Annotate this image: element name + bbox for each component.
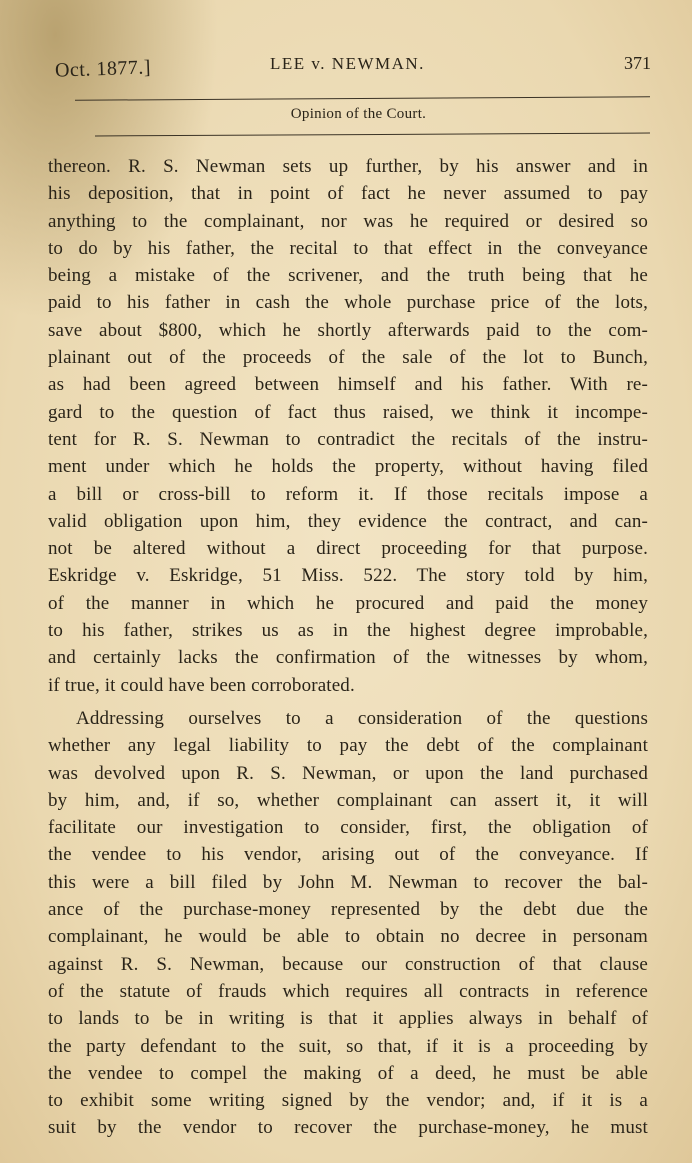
text-line: plainant out of the proceeds of the sale of the lot to Bunch,	[48, 347, 648, 369]
text-line: to exhibit some writing signed by the vendor; and, if it is a	[48, 1090, 648, 1112]
text-line: not be altered without a direct proceeding for that purpose.	[48, 538, 648, 560]
header-date: Oct. 1877.]	[54, 56, 152, 82]
text-line: to do by his father, the recital to that effect in the conveyance	[48, 237, 648, 259]
text-line: gard to the question of fact thus raised, we think it incompe-	[48, 401, 648, 423]
text-line: and certainly lacks the confirmation of the witnesses by whom,	[48, 647, 648, 669]
text-line: being a mistake of the scrivener, and the truth being that he	[48, 265, 648, 287]
text-line: valid obligation upon him, they evidence the contract, and can-	[48, 510, 648, 532]
text-line: a bill or cross-bill to reform it. If those recitals impose a	[48, 483, 648, 505]
page-number: 371	[624, 53, 651, 73]
text-line: suit by the vendor to recover the purchase-money, he must	[48, 1117, 648, 1139]
section-subheading: Opinion of the Court.	[290, 106, 427, 122]
text-line: by him, and, if so, whether complainant can assert it, it will	[48, 789, 648, 811]
text-line: complainant, he would be able to obtain no decree in personam	[48, 926, 648, 948]
body-text	[48, 153, 648, 1142]
text-line: against R. S. Newman, because our construction of that clause	[48, 953, 648, 975]
text-line: as had been agreed between himself and his father. With re-	[48, 374, 648, 396]
text-line: thereon. R. S. Newman sets up further, by his answer and in	[48, 156, 648, 177]
text-line: ment under which he holds the property, without having filed	[48, 456, 648, 478]
text-line: tent for R. S. Newman to contradict the recitals of the instru-	[48, 428, 648, 450]
text-line: save about $800, which he shortly afterwards paid to the com-	[48, 319, 648, 341]
text-line: Addressing ourselves to a consideration of the questions	[76, 707, 648, 729]
text-line: the party defendant to the suit, so that, if it is a proceeding by	[48, 1035, 648, 1057]
text-line: was devolved upon R. S. Newman, or upon the land purchased	[48, 762, 648, 784]
text-line: the vendee to his vendor, arising out of the conveyance. If	[48, 844, 648, 866]
text-line: Eskridge v. Eskridge, 51 Miss. 522. The story told by him,	[48, 565, 648, 587]
header-rule	[75, 96, 650, 101]
text-line: of the statute of frauds which requires all contracts in reference	[48, 980, 648, 1002]
text-line: to lands to be in writing is that it applies always in behalf of	[48, 1008, 648, 1030]
header-case-title: LEE v. NEWMAN.	[270, 54, 425, 73]
text-line: this were a bill filed by John M. Newman to recover the bal-	[48, 871, 648, 893]
text-line: whether any legal liability to pay the debt of the complainant	[48, 735, 648, 757]
text-line: anything to the complainant, nor was he required or desired so	[48, 210, 648, 232]
text-line: paid to his father in cash the whole purchase price of the lots,	[48, 292, 648, 314]
text-line: of the manner in which he procured and paid the money	[48, 592, 648, 614]
text-line: ance of the purchase-money represented by the debt due the	[48, 899, 648, 921]
text-line: to his father, strikes us as in the highest degree improbable,	[48, 620, 648, 642]
text-line: his deposition, that in point of fact he never assumed to pay	[48, 183, 648, 205]
running-header	[55, 48, 655, 82]
subheading-rule	[95, 133, 650, 137]
text-line: facilitate our investigation to consider, first, the obligation of	[48, 817, 648, 839]
text-line: if true, it could have been corroborated.	[48, 674, 355, 696]
text-line: the vendee to compel the making of a deed, he must be able	[48, 1062, 648, 1084]
